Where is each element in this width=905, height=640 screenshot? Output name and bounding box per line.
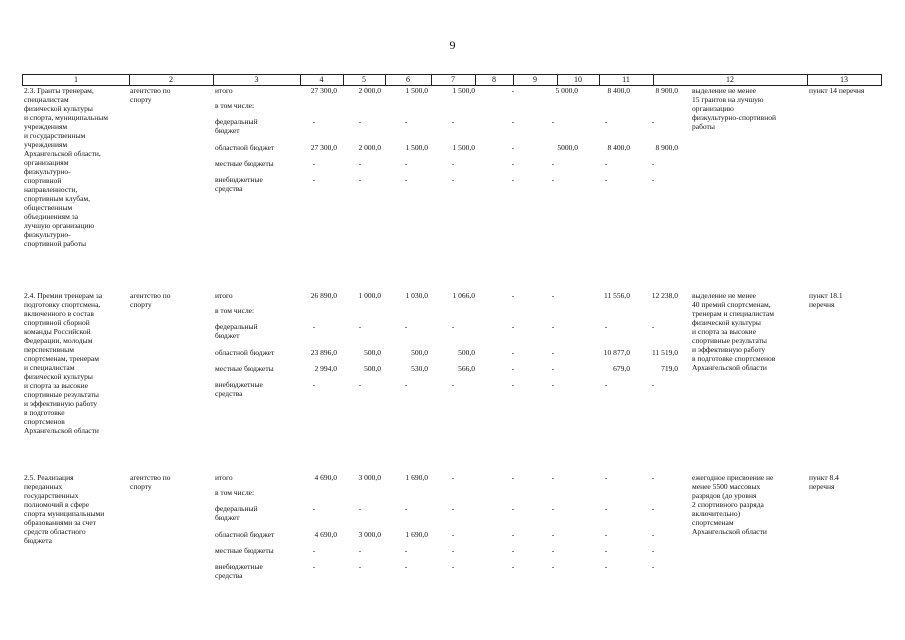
row-agency: агентство по спорту [130,86,171,104]
value-cell: - [604,546,608,555]
row-result: выделение не менее 15 грантов на лучшую организацию физкультурно-спортивной работы [692,86,776,131]
value-cell: 8 900,0 [655,86,678,95]
row-agency: агентство по спорту [130,473,171,491]
budget-label: федеральный бюджет [215,117,258,135]
value-cell: - [551,322,555,331]
value-cell: 8 400,0 [607,86,630,95]
value-cell: - [651,117,655,126]
value-cell: - [451,473,455,482]
value-cell: - [451,380,455,389]
value-cell: - [511,530,515,539]
budget-label: местные бюджеты [215,159,274,168]
value-cell: 1 030,0 [405,291,428,300]
row-name: 2.3. Гранты тренерам, специалистам физической культуры и спорта, муниципальным учреждениям и государственным учреждениям Архангельской области, организациям физкультурно- спортивной направленности, спортивным клубам, общественным объединениям за лучшую организацию физкультурно- спортивной работы [24,86,109,248]
row-result: выделение не менее 40 премий спортсменам, тренерам и специалистам физической культуры и спорта за высокие спортивные результаты и эффективную работу в подготовке спортсменов Архангельской области [692,291,776,372]
value-cell: - [511,117,515,126]
value-cell: 2 000,0 [358,143,381,152]
value-cell: 10 877,0 [603,348,630,357]
value-cell: - [404,159,408,168]
value-cell: - [312,117,316,126]
value-cell: - [404,175,408,184]
header-cell-11: 11 [622,75,630,84]
header-divider [557,75,558,85]
value-cell: - [604,322,608,331]
row-name: 2.4. Премии тренерам за подготовку спортсмена, включенного в состав спортивной сборной команды Российской Федерации, молодым перспективным спортсменам, тренерам и специалистам физической культуры и спорта за высокие спортивные результаты и эффективную работу в подготовке спортсменов Архангельской области [24,291,103,435]
value-cell: - [404,546,408,555]
value-cell: - [551,117,555,126]
budget-label: федеральный бюджет [215,322,258,340]
header-divider [385,75,386,85]
header-cell-9: 9 [533,75,537,84]
value-cell: - [404,380,408,389]
value-cell: - [451,175,455,184]
value-cell: - [511,546,515,555]
value-cell: - [511,86,515,95]
value-cell: - [312,175,316,184]
value-cell: - [511,562,515,571]
header-cell-2: 2 [169,75,173,84]
value-cell: - [312,159,316,168]
value-cell: 5 000,0 [555,86,578,95]
header-cell-1: 1 [74,75,78,84]
budget-label: итого [215,291,233,300]
row-reference: пункт 8.4 перечня [809,473,839,491]
value-cell: 8 900,0 [655,143,678,152]
value-cell: - [651,322,655,331]
value-cell: - [358,504,362,513]
value-cell: - [451,562,455,571]
budget-label: областной бюджет [215,530,275,539]
header-divider [300,75,301,85]
value-cell: - [358,117,362,126]
budget-label: федеральный бюджет [215,504,258,522]
value-cell: - [451,530,455,539]
value-cell: - [511,291,515,300]
budget-label: внебюджетные средства [215,380,263,398]
value-cell: 5000,0 [557,143,578,152]
header-cell-3: 3 [254,75,259,84]
value-cell: 27 300,0 [310,143,337,152]
value-cell: 1 690,0 [405,473,428,482]
value-cell: 679,0 [613,364,630,373]
header-cell-5: 5 [362,75,366,84]
value-cell: - [651,159,655,168]
value-cell: 3 000,0 [358,473,381,482]
value-cell: - [604,504,608,513]
value-cell: - [551,159,555,168]
value-cell: 1 066,0 [452,291,475,300]
row-name: 2.5. Реализация переданных государственных полномочий в сфере спорта муниципальными образованиями за счет средств областного бюджета [24,473,105,545]
value-cell: - [404,504,408,513]
value-cell: - [358,562,362,571]
value-cell: - [651,562,655,571]
value-cell: - [651,380,655,389]
value-cell: - [511,175,515,184]
value-cell: - [404,117,408,126]
value-cell: - [551,546,555,555]
header-cell-12: 12 [726,75,734,84]
value-cell: - [604,380,608,389]
budget-label: внебюджетные средства [215,562,263,580]
value-cell: - [604,159,608,168]
row-reference: пункт 14 перечня [809,86,865,95]
value-cell: - [312,380,316,389]
value-cell: - [451,117,455,126]
value-cell: - [511,504,515,513]
header-divider [343,75,344,85]
budget-label: местные бюджеты [215,364,274,373]
value-cell: 500,0 [411,348,428,357]
value-cell: 530,0 [411,364,428,373]
value-cell: - [604,473,608,482]
value-cell: - [651,546,655,555]
budget-label: итого [215,473,233,482]
budget-label: в том числе: [215,101,255,110]
value-cell: 11 519,0 [652,348,678,357]
value-cell: 3 000,0 [358,530,381,539]
value-cell: 719,0 [661,364,678,373]
value-cell: - [551,348,555,357]
value-cell: - [451,159,455,168]
value-cell: - [358,380,362,389]
budget-label: внебюджетные средства [215,175,263,193]
value-cell: 500,0 [458,348,475,357]
value-cell: - [511,348,515,357]
value-cell: - [651,473,655,482]
value-cell: - [651,530,655,539]
value-cell: - [551,380,555,389]
value-cell: - [358,322,362,331]
value-cell: - [604,175,608,184]
value-cell: 4 690,0 [314,473,337,482]
header-cell-8: 8 [492,75,496,84]
value-cell: - [312,546,316,555]
value-cell: 12 238,0 [651,291,678,300]
header-divider [431,75,432,85]
row-result: ежегодное присвоение не менее 5500 массовых разрядов (до уровня 2 спортивного разряда включительно) спортсменам Архангельской области [692,473,774,536]
value-cell: 1 690,0 [405,530,428,539]
value-cell: 1 500,0 [452,86,475,95]
row-agency: агентство по спорту [130,291,171,309]
value-cell: - [551,530,555,539]
value-cell: - [551,175,555,184]
value-cell: - [551,504,555,513]
value-cell: - [358,159,362,168]
value-cell: - [604,117,608,126]
value-cell: - [451,546,455,555]
value-cell: - [358,175,362,184]
value-cell: 1 500,0 [405,86,428,95]
value-cell: 1 500,0 [405,143,428,152]
value-cell: 566,0 [458,364,475,373]
header-cell-6: 6 [406,75,410,84]
budget-label: областной бюджет [215,348,275,357]
value-cell: 26 890,0 [310,291,337,300]
value-cell: 27 300,0 [310,86,337,95]
budget-label: местные бюджеты [215,546,274,555]
header-divider [653,75,654,85]
value-cell: 500,0 [364,348,381,357]
value-cell: - [404,562,408,571]
header-cell-13: 13 [840,75,848,84]
value-cell: 8 400,0 [607,143,630,152]
value-cell: 23 896,0 [310,348,337,357]
header-divider [807,75,808,85]
value-cell: 500,0 [364,364,381,373]
value-cell: - [404,322,408,331]
value-cell: - [511,380,515,389]
header-divider [599,75,600,85]
value-cell: 11 556,0 [604,291,630,300]
budget-label: в том числе: [215,488,255,497]
page-number: 9 [449,38,456,52]
value-cell: - [312,562,316,571]
budget-label: областной бюджет [215,143,275,152]
header-divider [129,75,130,85]
header-cell-10: 10 [574,75,582,84]
value-cell: - [551,562,555,571]
value-cell: 1 500,0 [452,143,475,152]
value-cell: - [551,473,555,482]
value-cell: - [651,175,655,184]
value-cell: - [511,473,515,482]
value-cell: - [551,364,555,373]
value-cell: - [358,546,362,555]
value-cell: - [604,562,608,571]
value-cell: - [511,364,515,373]
budget-label: в том числе: [215,306,255,315]
value-cell: 1 000,0 [358,291,381,300]
value-cell: - [551,291,555,300]
value-cell: - [451,504,455,513]
row-reference: пункт 18.1 перечня [809,291,843,309]
value-cell: - [511,159,515,168]
header-divider [475,75,476,85]
header-cell-7: 7 [451,75,455,84]
value-cell: - [511,322,515,331]
value-cell: - [312,504,316,513]
value-cell: - [604,530,608,539]
header-cell-4: 4 [319,75,324,84]
value-cell: - [511,143,515,152]
budget-label: итого [215,86,233,95]
value-cell: - [312,322,316,331]
table-header-row [22,74,882,86]
value-cell: 2 000,0 [358,86,381,95]
value-cell: 2 994,0 [314,364,337,373]
value-cell: 4 690,0 [314,530,337,539]
header-divider [513,75,514,85]
value-cell: - [451,322,455,331]
value-cell: - [651,504,655,513]
header-divider [213,75,214,85]
